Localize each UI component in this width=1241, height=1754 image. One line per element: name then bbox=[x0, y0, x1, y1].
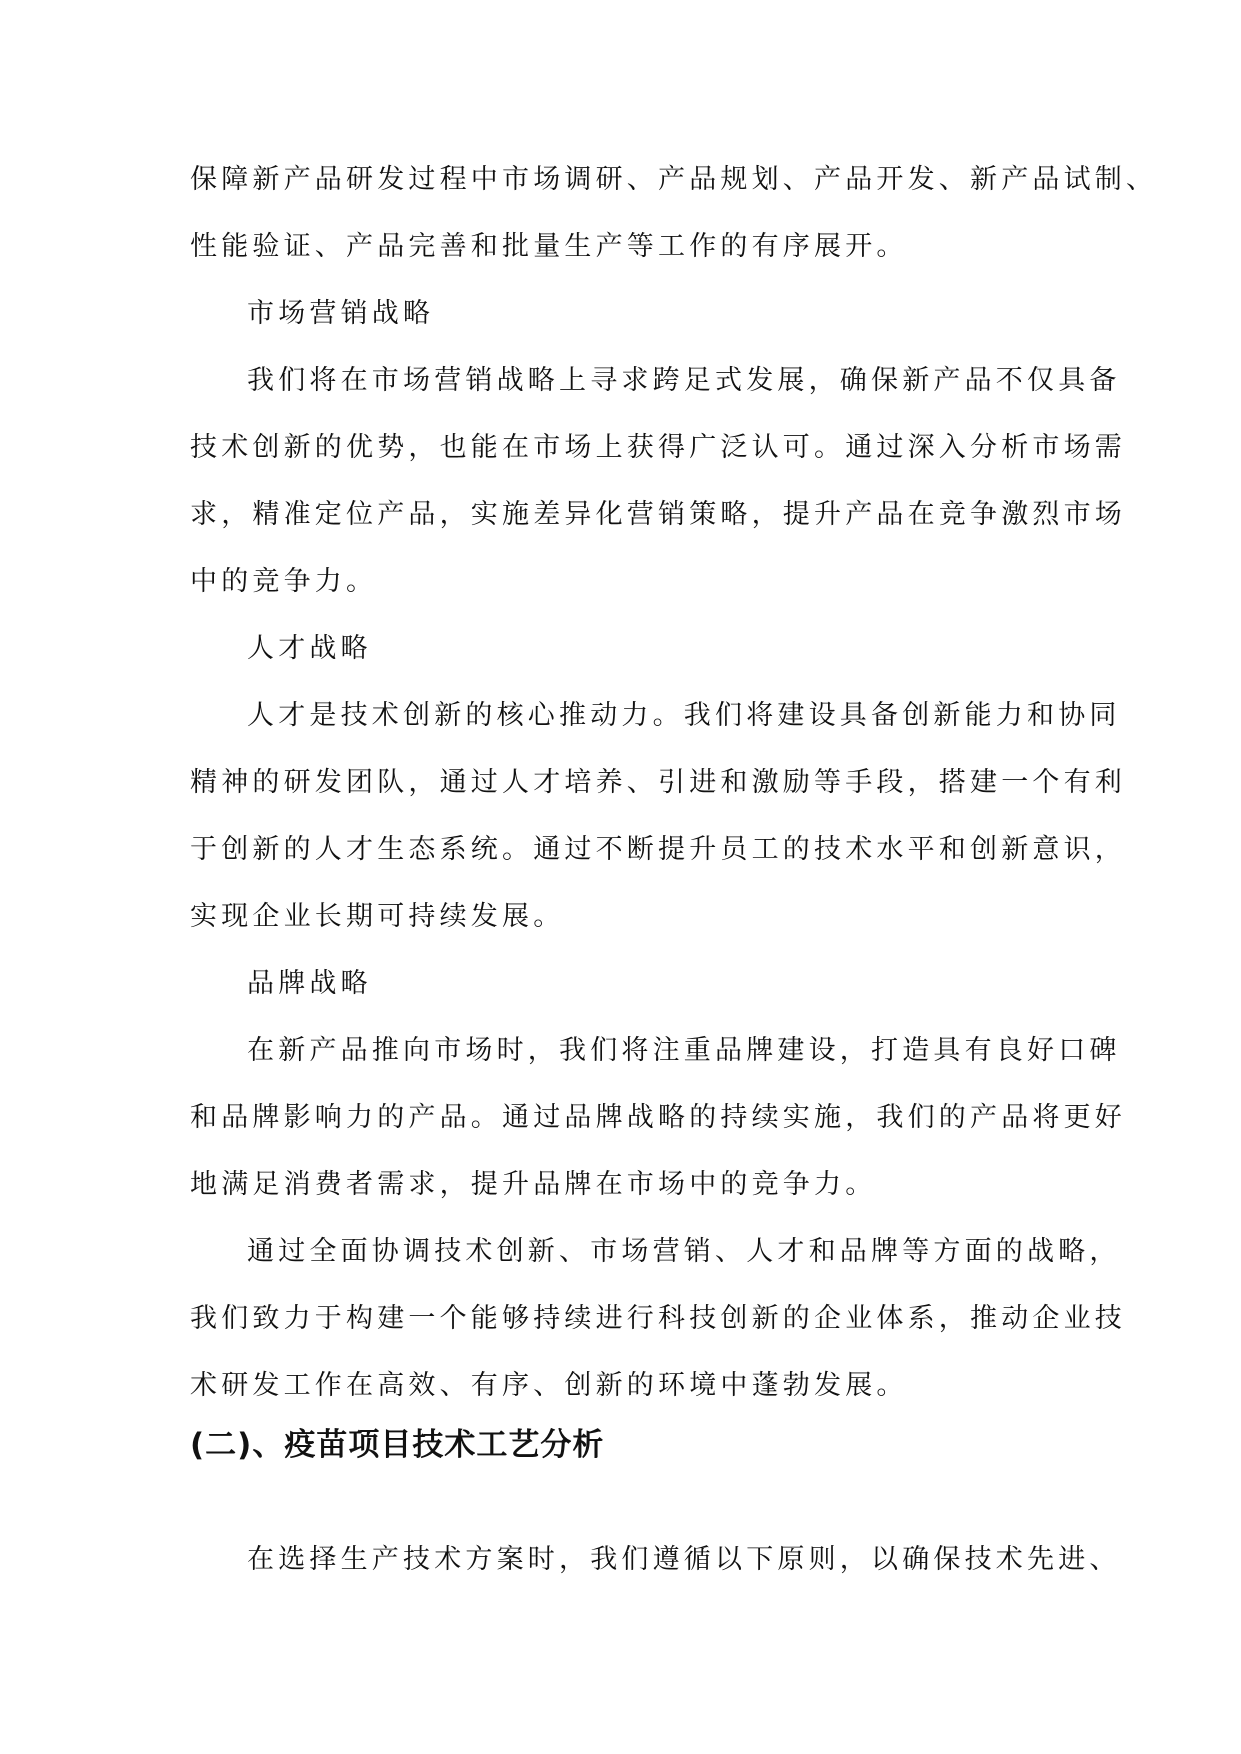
paragraph-line: 和品牌影响力的产品。通过品牌战略的持续实施，我们的产品将更好 bbox=[190, 1102, 1126, 1133]
paragraph-line: 我们将在市场营销战略上寻求跨足式发展，确保新产品不仅具备 bbox=[247, 365, 1121, 396]
paragraph-line: 通过全面协调技术创新、市场营销、人才和品牌等方面的战略， bbox=[247, 1236, 1121, 1267]
paragraph-line: 技术创新的优势，也能在市场上获得广泛认可。通过深入分析市场需 bbox=[190, 432, 1126, 463]
paragraph-line: 实现企业长期可持续发展。 bbox=[190, 901, 565, 932]
section-heading: (二)、疫苗项目技术工艺分析 bbox=[190, 1427, 605, 1463]
paragraph-line: 精神的研发团队，通过人才培养、引进和激励等手段，搭建一个有利 bbox=[190, 767, 1126, 798]
paragraph-line: 性能验证、产品完善和批量生产等工作的有序展开。 bbox=[190, 231, 908, 262]
paragraph-line: 人才是技术创新的核心推动力。我们将建设具备创新能力和协同 bbox=[247, 700, 1121, 731]
paragraph-line: 保障新产品研发过程中市场调研、产品规划、产品开发、新产品试制、 bbox=[190, 164, 1158, 195]
paragraph-line: 地满足消费者需求，提升品牌在市场中的竞争力。 bbox=[190, 1169, 877, 1200]
paragraph-line: 中的竞争力。 bbox=[190, 566, 378, 597]
section-label-talent: 人才战略 bbox=[247, 633, 372, 664]
paragraph-line: 我们致力于构建一个能够持续进行科技创新的企业体系，推动企业技 bbox=[190, 1303, 1126, 1334]
paragraph-line: 求，精准定位产品，实施差异化营销策略，提升产品在竞争激烈市场 bbox=[190, 499, 1126, 530]
section-label-marketing: 市场营销战略 bbox=[247, 298, 435, 329]
paragraph-line: 在新产品推向市场时，我们将注重品牌建设，打造具有良好口碑 bbox=[247, 1035, 1121, 1066]
paragraph-line: 于创新的人才生态系统。通过不断提升员工的技术水平和创新意识， bbox=[190, 834, 1126, 865]
section-label-brand: 品牌战略 bbox=[247, 968, 372, 999]
paragraph-line: 术研发工作在高效、有序、创新的环境中蓬勃发展。 bbox=[190, 1370, 908, 1401]
paragraph-line: 在选择生产技术方案时，我们遵循以下原则，以确保技术先进、 bbox=[247, 1544, 1121, 1575]
